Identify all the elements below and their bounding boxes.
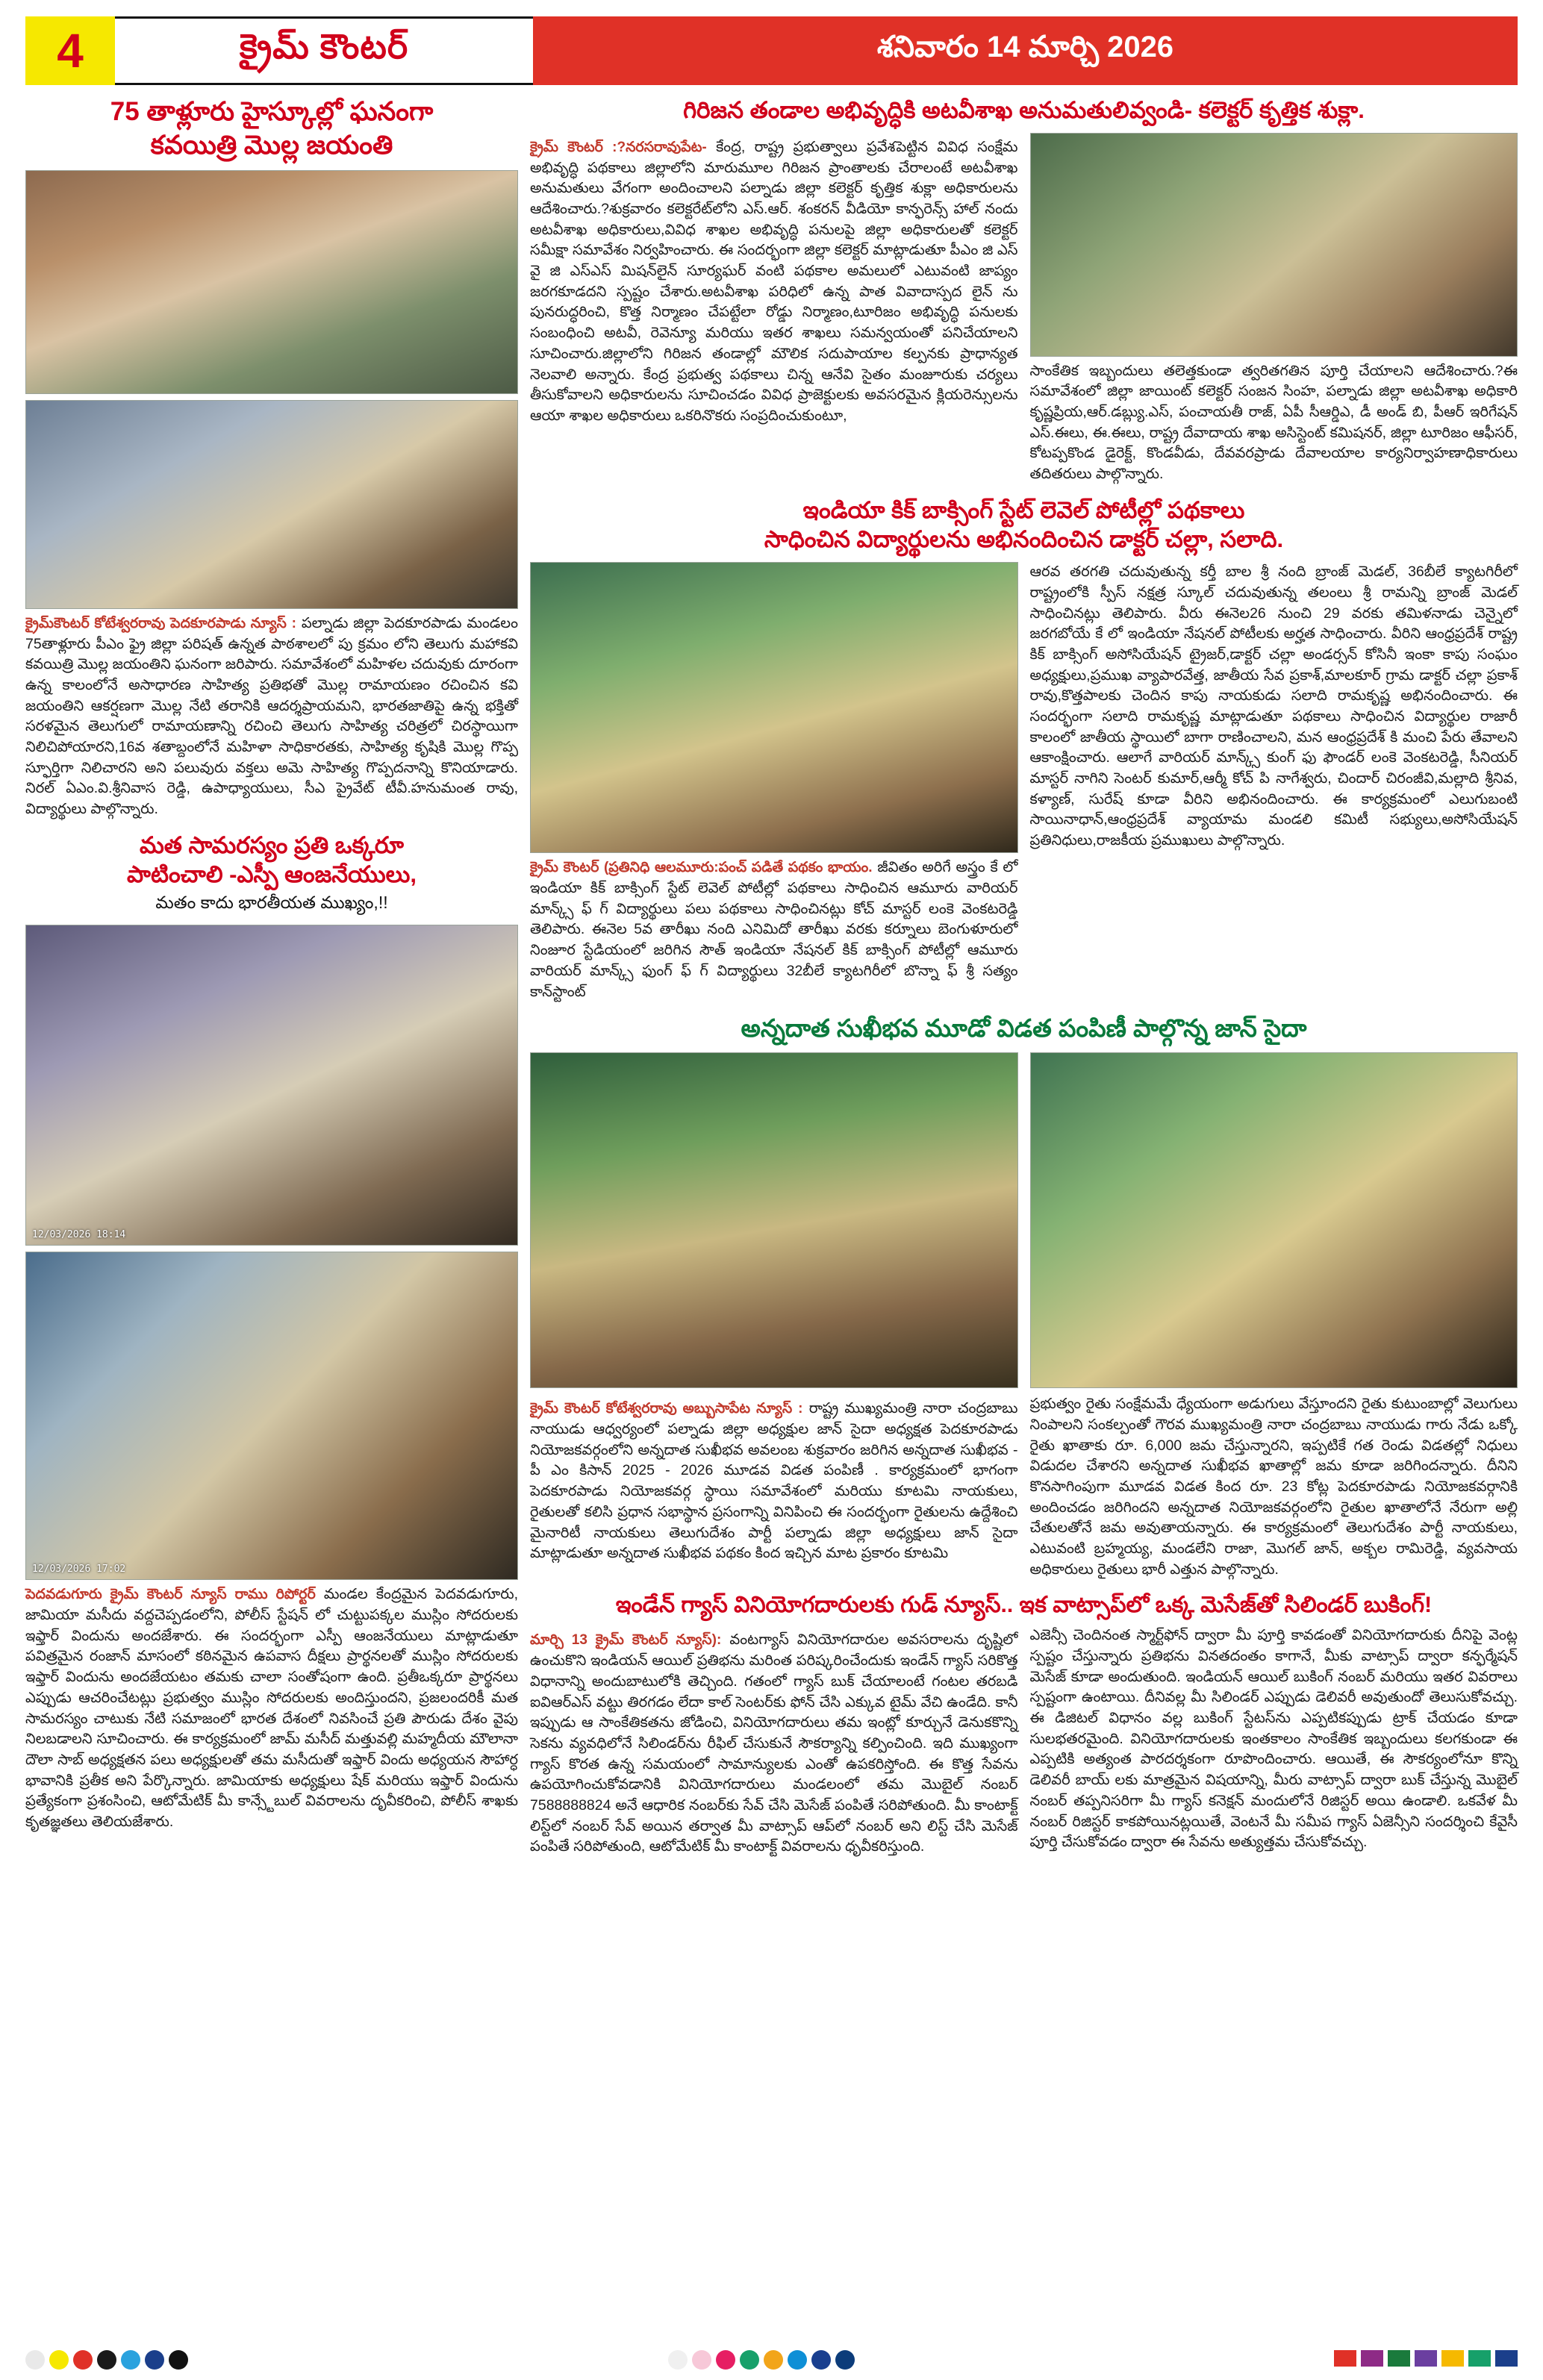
article-2-byline: పెదవడుగూరు క్రైమ్ కౌంటర్ న్యూస్ రాము రిపోర్టర్ — [25, 1587, 316, 1603]
kickboxing-winners-photo — [530, 562, 1018, 853]
article-5-left-block — [530, 1394, 1018, 1580]
article-5-right-block — [1030, 1394, 1518, 1580]
photo-timestamp: 12/03/2026 17:02 — [32, 1564, 126, 1575]
article-6-left-block — [530, 1625, 1018, 1858]
article-6-right-block — [1030, 1625, 1518, 1858]
article-2-headline-line-2: పాటించాలి -ఎస్పీ ఆంజనేయులు, — [127, 861, 417, 888]
color-swatch — [1468, 2350, 1491, 2367]
article-6-text — [530, 1630, 1018, 1858]
page-body — [25, 96, 1518, 1858]
color-bar-group-2 — [668, 2350, 855, 2370]
color-swatch — [49, 2350, 69, 2370]
article-2-headline-line-1: మత సామరస్యం ప్రతి ఒక్కరూ — [139, 831, 405, 858]
article-5-body-left: రాష్ట్ర ముఖ్యమంత్రి నారా చంద్రబాబు నాయుడు ఆధ్వర్యంలో పల్నాడు జిల్లా అధ్యక్షుల జాన్ సైదా అధ్యక్షత పెదకూరపాడు నియోజకవర్గంలోని అన్నదాత సుఖీభవ అవలంబ శుక్రవారం జరిగిన అన్నదాత సుఖీభవ - పీ ఎం కిసాన్ 2025 - 2026 మూడవ విడత పంపిణీ . కార్యక్రమంలో భాగంగా పెదకూరపాడు నియోజకవర్గ స్థాయి సమావేశంలో మరియు కూటమి నాయకులు, రైతులతో కలిసి ప్రధాన సభాస్థాన ప్రసంగాన్ని వినిపించి ఈ సందర్భంగా రైతులను ఉద్దేశించి మైనారిటీ నాయకులు తెలుగుదేశం పార్టీ పల్నాడు జిల్లా అధ్యక్షులు జాన్ సైదా మాట్లాడుతూ అన్నదాత సుఖీభవ పథకం కింద ఇచ్చిన మాట ప్రకారం కూటమి — [530, 1400, 1018, 1562]
annadata-sukhibhava-stage-photo — [530, 1052, 1018, 1388]
collector-meeting-photo — [1030, 133, 1518, 357]
color-swatch — [145, 2350, 164, 2370]
publication-logo — [115, 16, 533, 85]
article-3-text — [530, 137, 1018, 427]
article-5-headline: అన్నదాత సుఖీభవ మూడో విడత పంపిణీ పాల్గొన్న జాన్ సైదా — [741, 1014, 1307, 1043]
article-4-headline-line-1: ఇండియా కిక్ బాక్సింగ్ స్టేట్ లెవెల్ పోటీల్లో పథకాలు — [802, 496, 1245, 523]
color-swatch — [169, 2350, 188, 2370]
article-4-byline: క్రైమ్ కౌంటర్ (ప్రతినిధి ఆలమూరు:పంచ్ పడితే పథకం భాయం. — [530, 860, 873, 876]
molla-jayanti-photo-2 — [25, 400, 518, 609]
color-swatch — [811, 2350, 831, 2370]
article-4-text — [530, 858, 1018, 1002]
color-bar-group-1 — [25, 2350, 188, 2370]
color-swatch — [1388, 2350, 1410, 2367]
article-2-body: మండల కేంద్రమైన పెదవడుగూరు, జామియా మసీదు వద్దచెప్పడంలోని, పోలీస్ స్టేషన్ లో చుట్టుపక్కల ముస్లిం సోదరులకు ఇఫ్తార్ విందును అందజేశారు. ఈ సందర్భంగా ఎస్పీ ఆంజనేయులు మాట్లాడుతూ పవిత్రమైన రంజాన్ మాసంలో కఠినమైన ఉపవాస దీక్షలు ప్రార్థనలతో ముస్లిం సోదరులకు ఇఫ్తార్ విందును అందజేయటం తమకు చాలా సంతోషంగా ఉంది. ప్రతీఒక్కరూ ప్రార్థనలు ఎప్పుడు ఆచరించేటట్లు ప్రభుత్వం ముస్లిం సోదరులకు అందిస్తుందని, ప్రజలందరికీ మత సామరస్యం చాటుకు నేటి సమాజంలో భారత దేశంలో నివసించే ప్రతి పౌరుడు దేశం వైపు నిలబడాలని సూచించారు. ఈ కార్యక్రమంలో జామ్ మసీద్ మత్తువల్లి మహ్మదీయ మౌలానా దౌలా సాబ్ అధ్యక్షతన పలు అధ్యక్షులతో తమ మసీదుతో ఇఫ్తార్ విందు అధ్యయన సౌహార్ధ భావానికి ప్రతీక అని పేర్కొన్నారు. జామియాకు అధ్యక్షులు షేక్ మరియు ఇఫ్తార్ విందును ప్రత్యేకంగా ప్రశంసించి, ఆటోమేటిక్ మీ కాన్స్టేబుల్ వివరాలను దృవీకరించి, పోలీస్ శాఖకు కృతజ్ఞతలు తెలియజేశారు. — [25, 1586, 519, 1830]
page-number: 4 — [25, 16, 115, 85]
color-bar-group-3 — [1334, 2350, 1518, 2370]
right-column — [530, 96, 1518, 1858]
color-swatch — [668, 2350, 688, 2370]
article-4-body-right: ఆరవ తరగతి చదువుతున్న కర్తీ బాల శ్రీ నంది బ్రాంజ్ మెడల్, 36బీలే క్యాటగిరీలో రాష్ట్రంలోకి స్పీస్ నక్షత్ర స్కూల్ చదువుతున్న తలంలు శ్రీ రామన్ని బ్రాంజ్ మెడల్ సాధించినట్లు తెలిపారు. వీరు ఈనెల26 నుంచి 29 వరకు తమిళనాడు చెన్నైలో జరగబోయే కే లో ఇండియా నేషనల్ పోటీలకు అర్హత సాధించారు. వీరిని ఆంధ్రప్రదేశ్ రాష్ట్ర కిక్ బాక్సింగ్ అసోసియేషన్ ట్రైజర్,డాక్టర్ చల్లా అండర్సన్ కోసినీ ఇంకా కాపు సంఘం అధ్యక్షులు,ప్రముఖ వ్యాపారవేత్త, జాతీయ సేవ ప్రకాశ్,మాలకూర్ గ్రామ డాక్టర్ చల్లా ప్రకాశ్ రావు,కొత్తపాలకు చెందిన కాపు నాయకుడు సలాది రామకృష్ణ అభినందించారు. ఈ సందర్భంగా సలాది రామకృష్ణ మాట్లాడుతూ పథకాలు సాధించిన విద్యార్థుల రాజారీ కాలంలో జాతీయ స్థాయిలో బాగా రాణించాలని, మన ఆంధ్రప్రదేశ్ కి మంచి పేరు తేవాలని ఆకాంక్షించారు. ఆలాగే వారియర్ మాన్క్స్ కుంగ్ ఫు ఫౌండర్ లంకె వెంకటరెడ్డి, సీనియర్ మాస్టర్ నాగిని సెంటర్ కుమార్,ఆర్మీ కోచ్ పి నాగేశ్వరు, చిందార్ చిరంజీవి,మల్లాది శ్రీనివ, కళ్యాణ్, సురేష్ కూడా వీరిని అభినందించారు. ఈ కార్యక్రమంలో ఎలుగుబంటి సాయినాధాన్,ఆంధ్రప్రదేశ్ వ్యాయామ మండలి కమిటీ సభ్యులు,అసోసియేషన్ ప్రతినిధులు,రాజకీయ ప్రముఖులు పాల్గొన్నారు. — [1029, 563, 1518, 849]
color-swatch — [121, 2350, 140, 2370]
masthead — [25, 16, 1518, 85]
article-5-byline: క్రైమ్ కౌంటర్ కోటేశ్వరరావు అబ్బుసాపేట న్యూస్ : — [530, 1401, 803, 1417]
issue-date: శనివారం 14 మార్చి 2026 — [533, 16, 1518, 85]
left-column — [25, 96, 518, 1858]
article-3-right-block — [1030, 133, 1518, 485]
article-1-body: పల్నాడు జిల్లా పెదకూరపాడు మండలం 75తాళ్లూరు పీఎం ఫ్రై జిల్లా పరిషత్ ఉన్నత పాఠశాలలో పు క్రమం లోని తెలుగు మహాకవి కవయిత్రి మొల్ల జయంతిని ఘనంగా జరిపారు. సమావేశంలో మహిళల చదువుకు దూరంగా ఉన్న కాలంలోనే అసాధారణ సాహిత్య ప్రతిభతో మొల్ల రామాయణం రచించిన కవి జయంతిని ఆకర్షణగా మొల్ల నేటి తరానికి ఆదర్శప్రాయమని, భారతజాతిపై ఉన్న భక్తితో సరళమైన తెలుగులో రామాయణాన్ని రచించి తెలుగు సాహిత్య చరిత్రలో చిరస్థాయిగా నిలిచిపోయారని,16వ శతాబ్దంలోనే మహిళా సాధికారతకు, సాహిత్య కృషికి మొల్ల గొప్ప స్ఫూర్తిగా నిలిచారని అని పలువురు వక్తలు అమె సాహిత్య గొప్పదనాన్ని కొనియాడారు. నిరల్ ఏఎం.వి.శ్రీనివాస రెడ్డి, ఉపాధ్యాయులు, సీఎ ప్రైవేట్ టీవీ.హనుమంత రావు, విద్యార్థులు పాల్గొన్నారు. — [25, 614, 519, 818]
color-swatch — [835, 2350, 855, 2370]
mosque-gathering-photo — [25, 925, 518, 1246]
article-2-subheadline: మతం కాదు భారతీయత ముఖ్యం,!! — [155, 893, 388, 913]
article-1-headline-line-1: 75 తాళ్లూరు హైస్కూల్లో ఘనంగా — [110, 97, 434, 126]
color-swatch — [1361, 2350, 1383, 2367]
article-6-body-left: వంటగ్యాస్ వినియోగదారుల అవసరాలను దృష్టిలో ఉంచుకొని ఇండియన్ ఆయిల్ ప్రతిభను మరింత పరిష్కరించేందుకు ఇండేన్ గ్యాస్ సరికొత్త విధానాన్ని అందుబాటులోకి తెచ్చింది. గతంలో గ్యాస్ బుక్ చేయాలంటే గంటల తరబడి ఐవిఆర్‌ఎస్ వట్టు తిరగడం లేదా కాల్ సెంటర్‌కు ఫోన్ చేసి ఎక్కువ టైమ్ వేచి ఉండేది. కానీ ఇప్పుడు ఆ సాంకేతికతను జోడించి, వినియోగదారులు తమ ఇంట్లో కూర్చునే డెనుకకొన్ని సెకను వ్యవధిలోనే సిలిండర్‌ను రీఫిల్ చేసుకునే సౌకర్యాన్ని కల్పించింది. ఇది ముఖ్యంగా గ్యాస్ కొరత ఉన్న సమయంలో సామాన్యులకు ఎంతో ఉపకరిస్తోంది. ఈ కొత్త సేవను ఉపయోగించుకోవడానికి వినియోగదారులు మండలంలో తమ మొబైల్ నంబర్ 7588888824 అనే ఆధారిక నంబర్‌కు సేవ్ చేసి మెసేజ్ పంపితే సరిపోతుంది. మీ కాంటాక్ట్ లిస్ట్‌లో నంబర్ సేవ్ అయిన తర్వాత మీ వాట్సాప్ ఆప్‌లో నంబర్ అని లిస్ట్ చేసి మెసేజ్ పంపితే సరిపోతుంది, ఆటోమేటిక్ మీ కాంటాక్ట్ వివరాలను ధృవీకరిస్తుంది. — [530, 1631, 1018, 1855]
color-swatch — [73, 2350, 93, 2370]
color-swatch — [1415, 2350, 1437, 2367]
color-swatch — [788, 2350, 807, 2370]
article-1-headline-line-2: కవయిత్రి మొల్ల జయంతి — [150, 130, 393, 160]
color-swatch — [692, 2350, 711, 2370]
article-4-headline-line-2: సాధించిన విద్యార్థులను అభినందించిన డాక్టర్ చల్లా, సలాది. — [764, 526, 1284, 553]
article-3-byline: క్రైమ్ కౌంటర్ :?నరసరావుపేట- — [530, 139, 707, 155]
photo-timestamp: 12/03/2026 18:14 — [32, 1229, 126, 1241]
article-2-text — [25, 1584, 518, 1833]
article-5-body-right: ప్రభుత్వం రైతు సంక్షేమమే ధ్యేయంగా అడుగులు వేస్తూందని రైతు కుటుంబాల్లో వెలుగులు నింపాలని సంకల్పంతో గౌరవ ముఖ్యమంత్రి నారా చంద్రబాబు నాయుడు గారు నేడు ఒక్కో రైతు ఖాతాకు రూ. 6,000 జమ చేస్తున్నారని, ఇప్పటికే గత రెండు విడతల్లో నిధులు విడుదల చేశారని అన్నదాత సుఖీభవ ఖాతాల్లో జమ కూడా జరిగిందన్నారు. దీనిని కొనసాగింపుగా మూడవ విడత కింద రూ. 23 కోట్ల పెదకూరపాడు నియోజకవర్గానికి అందించడం జరిగిందని అన్నదాత నియోజకవర్గంలోని రైతుల ఖాతాలోనే నేరుగా అల్లి చేతులతోనే జమ అవుతాయన్నారు. ఈ కార్యక్రమంలో తెలుగుదేశం పార్టీ నాయకులు, ఎటువంటి బ్రహ్మయ్య, మండలేని రాజా, మొగల్ జాన్, అక్బల రామిరెడ్డి, వ్యవసాయ అధికారులు రైతులు భారీ ఎత్తున పాల్గొన్నారు. — [1029, 1396, 1518, 1578]
color-swatch — [716, 2350, 735, 2370]
article-6-headline: ఇండేన్ గ్యాస్ వినియోగదారులకు గుడ్ న్యూస్.. ఇక వాట్సాప్‌లో ఒక్క మెసేజ్‌తో సిలిండర్ బుకింగ్! — [615, 1593, 1433, 1618]
color-swatch — [1334, 2350, 1356, 2367]
article-1-byline: క్రైమ్‌కౌంటర్ కోటేశ్వరరావు పెదకూరపాడు న్యూస్ : — [25, 615, 296, 631]
color-swatch — [740, 2350, 759, 2370]
color-swatch — [1441, 2350, 1464, 2367]
color-registration-bars — [25, 2350, 1518, 2370]
article-3-headline: గిరిజన తండాల అభివృద్ధికి అటవీశాఖ అనుమతులివ్వండి- కలెక్టర్ కృత్తిక శుక్లా. — [683, 97, 1365, 123]
article-1-text — [25, 613, 518, 820]
color-swatch — [764, 2350, 783, 2370]
article-4-right-block — [1030, 562, 1518, 1002]
annadata-cheque-distribution-photo — [1030, 1052, 1518, 1388]
publication-name: క్రైమ్ కౌంటర్ — [239, 27, 409, 66]
color-swatch — [25, 2350, 45, 2370]
article-3-body-left: కేంద్ర, రాష్ట్ర ప్రభుత్వాలు ప్రవేశపెట్టిన వివిధ సంక్షేమ అభివృద్ధి పథకాలు జిల్లాలోని మారుమూల గిరిజన ప్రాంతాలకు చేరాలంటే అటవీశాఖ అనుమతులు వేగంగా అందించాలని పల్నాడు జిల్లా కలెక్టర్ కృత్తిక శుక్లా అధికారులను ఆదేశించారు.?శుక్రవారం కలెక్టరేట్‌లోని ఎస్.ఆర్. శంకరన్ వీడియో కాన్ఫరెన్స్ హాల్ నందు అటవీశాఖ అధికారులు,వివిధ శాఖల అభివృద్ధి పనులపై జిల్లా అధికారులతో కలెక్టర్ సమీక్షా సమావేశం నిర్వహించారు. ఈ సందర్భంగా జిల్లా కలెక్టర్ మాట్లాడుతూ పీఎం జి ఎస్ వై జి ఎస్ఎస్ మిషన్‌లైన్ సూర్యఘర్ వంటి పథకాల అమలులో ఎటువంటి జాప్యం జరగకూడదని స్పష్టం చేశారు.అటవీశాఖ పరిధిలో ఉన్న పాత వివాదాస్పద లైన్ ను పునరుద్ధరించి, కొత్త నిర్మాణం చేపట్టేలా రోడ్డు నిర్మాణం,టూరిజం అభివృద్ధి పనులకు సంబంధించి అటవీ, రెవెన్యూ మరియు ఇతర శాఖలు సమన్వయంతో పనిచేయాలని సూచించారు.జిల్లాలోని గిరిజన తండాల్లో మౌలిక సదుపాయాల కల్పనకు ప్రాధాన్యత నెలవాలి అన్నారు. కేంద్ర ప్రభుత్వ పథకాలు చిన్న ఆనేవి సైతం మంజూరుకు చర్యలు తీసుకోవాలని అధికారులను సూచించడం వివిధ ప్రాజెక్టులకు అవసరమైన క్లియరెన్సులను ఆయా శాఖల అధికారులు ఒకరినొకరు సంప్రదించుకుంటూ, — [530, 138, 1018, 424]
color-swatch — [97, 2350, 116, 2370]
article-6-body-right: ఎజెన్సీ చెందినంత స్మార్ట్‌ఫోన్ ద్వారా మీ పూర్తి కావడంతో వినియోగదారుకు దీనిపై వెంట్ల స్పష్టం చేస్తున్నారు ప్రతిభను వినతదంతం కాగానే, మీకు వాట్సాప్ ద్వారా కన్ఫర్మేషన్ మెసేజ్ కూడా అందుతుంది. ఇండియన్ ఆయిల్ బుకింగ్ నంబర్ మరియు ఇతర వివరాలు స్పష్టంగా ఉంటాయి. దీనివల్ల మీ సిలిండర్ ఎప్పుడు డెలివరీ అవుతుందో తెలుసుకోవచ్చు. ఈ డిజిటల్ విధానం వల్ల బుకింగ్ స్టేటస్‌ను ఎప్పటికప్పుడు ట్రాక్ చేయడం కూడా సులభతరమైంది. వినియోగదారులకు ఇంతకాలం సాంకేతిక ఇబ్బందులు కలగకుండా ఈ ఎప్పటికి అత్యంత పారదర్శకంగా రూపొందించారు. ఆయితే, ఈ సౌకర్యంలోనూ కొన్ని డెలివరీ బాయ్ లకు మాత్రమైన విషయాన్ని, మీరు వాట్సాప్ ద్వారా బుక్ చేస్తున్న మొబైల్ నంబర్ తప్పనిసరిగా మీ గ్యాస్ కనెక్షన్ మందులోనే రిజిస్టర్ అయి ఉండాలి. ఒకవేళ మీ నంబర్ రిజిస్టర్ కాకపోయినట్లయితే, వెంటనే మీ సమీప గ్యాస్ ఏజెన్సీని సందర్శించి కేవైసీ పూర్తి చేసుకోవడం ద్వారా ఈ సేవను అత్యుత్తమ చేసుకోవచ్చు. — [1029, 1627, 1518, 1851]
article-5-text — [530, 1399, 1018, 1564]
color-swatch — [1495, 2350, 1518, 2367]
molla-jayanti-photo-1 — [25, 170, 518, 394]
community-meal-photo — [25, 1252, 518, 1580]
article-6-byline: మార్చి 13 క్రైమ్ కౌంటర్ న్యూస్): — [530, 1632, 722, 1649]
article-3-body-right: సాంకేతిక ఇబ్బందులు తలెత్తకుండా త్వరితగతిన పూర్తి చేయాలని ఆదేశించారు.?ఈ సమావేశంలో జిల్లా జాయింట్ కలెక్టర్ సంజన సింహ, పల్నాడు జిల్లా అటవీశాఖ అధికారి కృష్ణప్రియ,ఆర్.డబ్ల్యు.ఎస్, పంచాయతీ రాజ్, ఏపీ సీఆర్డిఎ, డీ అండ్ బి, పీఆర్ ఇరిగేషన్ ఎస్.ఈలు, ఈ.ఈలు, రాష్ట్ర దేవాదాయ శాఖ అసిస్టెంట్ కమిషనర్, జిల్లా టూరిజం ఆఫీసర్, కోటప్పకొండ డైరెక్ట్, కొండవీడు, దేవవరప్రాడు దేవాలయాల కార్యనిర్వాహణాధికారులు తదితరులు పాల్గొన్నారు. — [1029, 362, 1518, 483]
article-4-body-left: జీవితం అరిగే అస్త్రం కే లో ఇండియా కిక్ బాక్సింగ్ స్టేట్ లెవెల్ పోటీల్లో పథకాలు సాధించిన ఆమూరు వారియర్ మాన్క్స్ ఫ్ గ్ విద్యార్థులు పలు పథకాలు సాధించినట్లు కోచ్ మాస్టర్ లంకె వెంకటరెడ్డి తెలిపారు. ఈనెల 5వ తారీఖు నంది ఎనిమిదో తారీఖు వరకు కర్నూలు బెంగుళూరులో నింజూర స్టేడియంలో జరిగిన సౌత్ ఇండియా నేషనల్ కిక్ బాక్సింగ్ పోటీల్లో ఆమూరు వారియర్ మాన్క్స్ ఫుంగ్ ఫ్ గ్ విద్యార్థులు 32బీలే క్యాటగిరీలో బొన్నా ఫ్ శ్రీ సత్యం కాన్‌స్టాంట్ — [530, 859, 1018, 1000]
article-4-left-block — [530, 562, 1018, 1002]
article-3-left-block — [530, 133, 1018, 485]
